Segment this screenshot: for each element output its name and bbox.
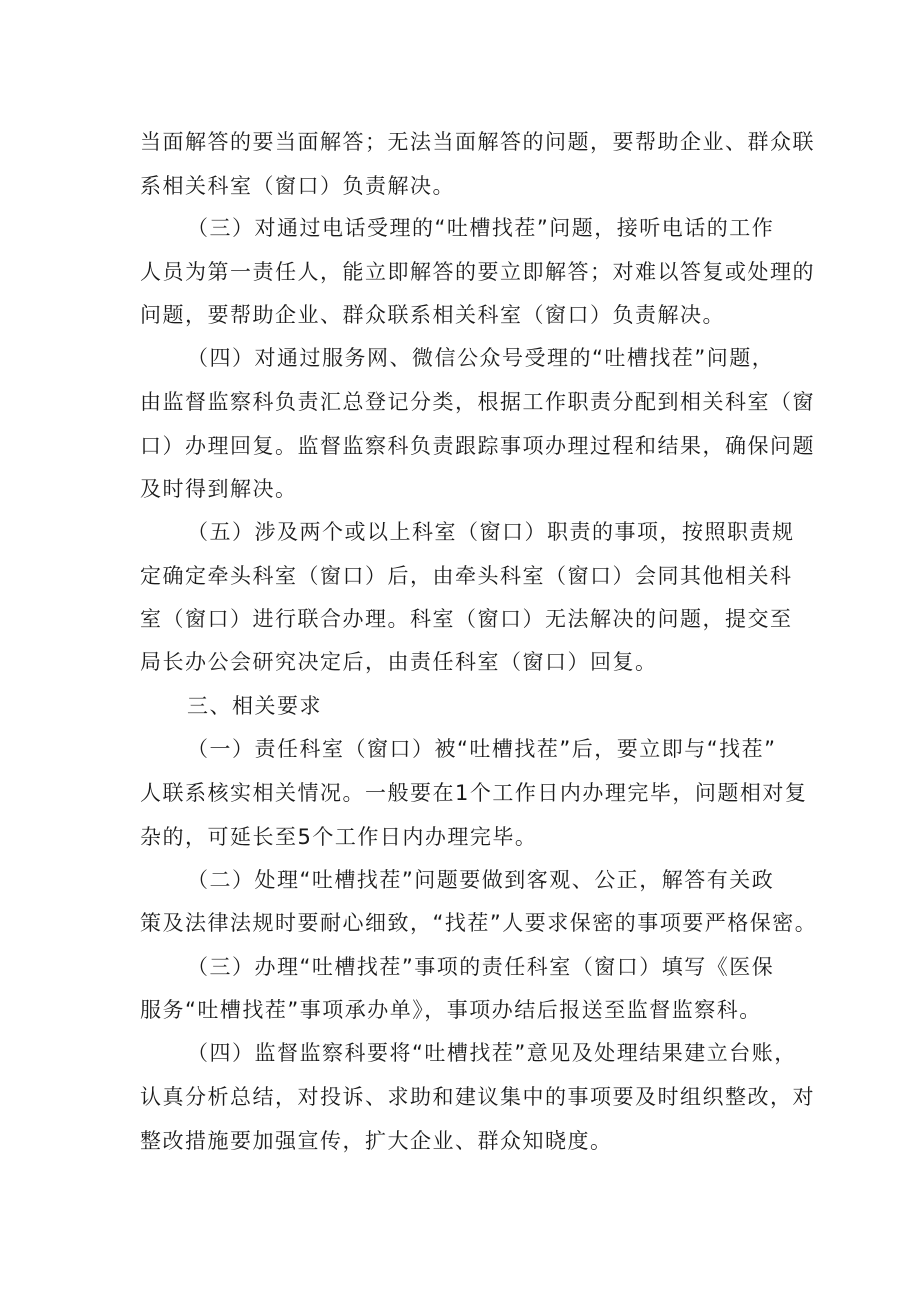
text-line: （一）责任科室（窗口）被“吐槽找茬”后，要立即与“找茬” [187, 737, 777, 761]
text-line: 策及法律法规时要耐心细致，“找茬”人要求保密的事项要严格保密。 [140, 911, 818, 935]
text-line: 整改措施要加强宣传，扩大企业、群众知晓度。 [140, 1129, 613, 1153]
text-line: 当面解答的要当面解答；无法当面解答的问题，要帮助企业、群众联 [140, 130, 815, 154]
text-line: 局长办公会研究决定后，由责任科室（窗口）回复。 [140, 650, 658, 674]
text-line: （三）办理“吐槽找茬”事项的责任科室（窗口）填写《医保 [187, 955, 775, 979]
text-line: 及时得到解决。 [140, 477, 298, 501]
text-line: （四）对通过服务网、微信公众号受理的“吐槽找茬”问题， [187, 346, 775, 370]
text-line: 由监督监察科负责汇总登记分类，根据工作职责分配到相关科室（窗 [140, 390, 815, 414]
text-line: 人员为第一责任人，能立即解答的要立即解答；对难以答复或处理的 [140, 260, 815, 284]
section-heading: 三、相关要求 [187, 694, 322, 718]
text-line: （二）处理“吐槽找茬”问题要做到客观、公正，解答有关政 [187, 868, 775, 892]
text-line: （四）监督监察科要将“吐槽找茬”意见及处理结果建立台账， [187, 1041, 797, 1065]
text-line: 杂的，可延长至5个工作日内办理完毕。 [140, 825, 538, 849]
text-line: 认真分析总结，对投诉、求助和建议集中的事项要及时组织整改，对 [140, 1085, 815, 1109]
text-line: （五）涉及两个或以上科室（窗口）职责的事项，按照职责规 [187, 520, 795, 544]
text-line: 人联系核实相关情况。一般要在1个工作日内办理完毕，问题相对复 [140, 781, 808, 805]
text-line: （三）对通过电话受理的“吐槽找茬”问题，接听电话的工作 [187, 216, 775, 240]
text-line: 问题，要帮助企业、群众联系相关科室（窗口）负责解决。 [140, 303, 725, 327]
text-line: 系相关科室（窗口）负责解决。 [140, 174, 455, 198]
text-line: 服务“吐槽找茬”事项承办单》，事项办结后报送至监督监察科。 [140, 998, 762, 1022]
text-line: 定确定牵头科室（窗口）后，由牵头科室（窗口）会同其他相关科 [140, 564, 793, 588]
text-line: 室（窗口）进行联合办理。科室（窗口）无法解决的问题，提交至 [140, 607, 793, 631]
text-line: 口）办理回复。监督监察科负责跟踪事项办理过程和结果，确保问题 [140, 434, 815, 458]
